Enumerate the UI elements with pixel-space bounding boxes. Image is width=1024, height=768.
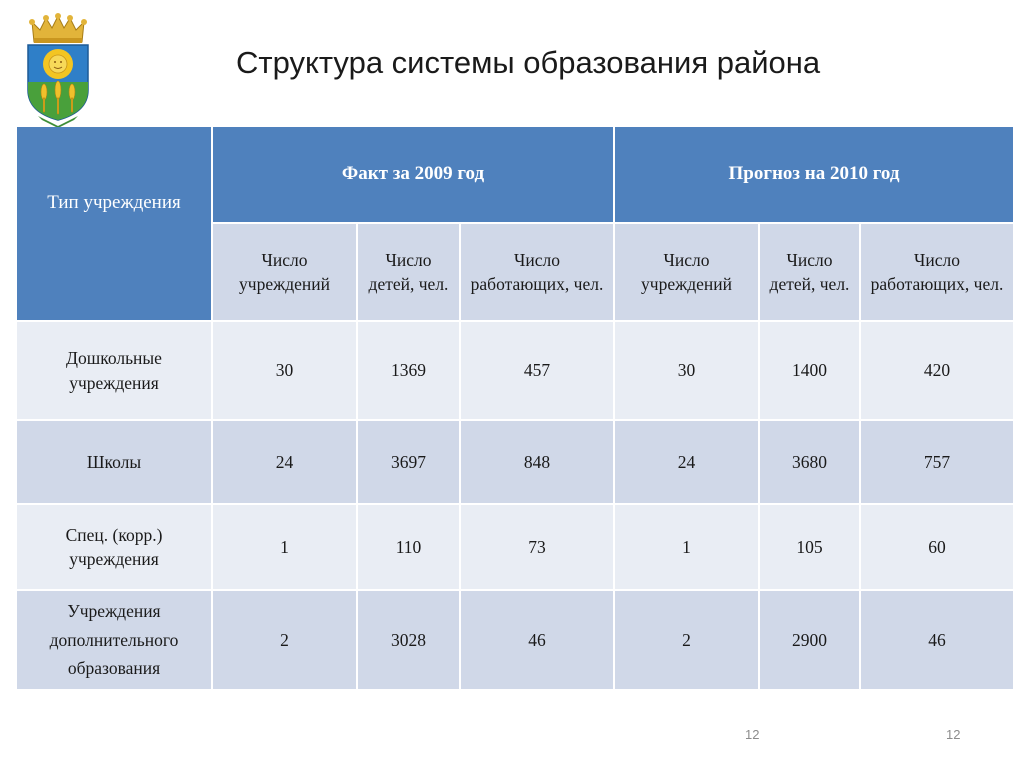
table-cell: 30 <box>615 322 760 421</box>
table-row <box>17 421 1015 505</box>
subheader-cell: Число работающих, чел. <box>461 224 615 322</box>
table-cell: 30 <box>213 322 358 421</box>
table-cell: 848 <box>461 421 615 505</box>
table-cell: 457 <box>461 322 615 421</box>
table-cell: 1 <box>213 505 358 591</box>
table-cell: 46 <box>861 591 1015 691</box>
page-number: 12 <box>745 727 760 742</box>
group-header-2009: Факт за 2009 год <box>213 127 615 224</box>
subheader-cell: Число работающих, чел. <box>861 224 1015 322</box>
table-cell: 46 <box>461 591 615 691</box>
row-label: Учреждения дополнительного образования <box>17 591 213 691</box>
table-cell: 105 <box>760 505 861 591</box>
table-cell: 3697 <box>358 421 461 505</box>
table-cell: 3680 <box>760 421 861 505</box>
table-cell: 1400 <box>760 322 861 421</box>
table-row <box>17 322 1015 421</box>
table-cell: 2900 <box>760 591 861 691</box>
table-cell: 1369 <box>358 322 461 421</box>
subheader-cell: Число учреждений <box>213 224 358 322</box>
group-header-2010: Прогноз на 2010 год <box>615 127 1015 224</box>
sun-icon <box>43 49 73 79</box>
crown-icon <box>29 13 87 43</box>
table-cell: 757 <box>861 421 1015 505</box>
table-cell: 24 <box>213 421 358 505</box>
table-cell: 2 <box>213 591 358 691</box>
page-number-right: 12 <box>946 727 961 742</box>
table-row <box>17 591 1015 691</box>
subheader-cell: Число учреждений <box>615 224 760 322</box>
coat-of-arms-emblem <box>20 12 96 128</box>
table-header-row <box>17 127 1015 224</box>
slide-title: Структура системы образования района <box>236 45 821 80</box>
table-cell: 60 <box>861 505 1015 591</box>
table-cell: 420 <box>861 322 1015 421</box>
row-label: Школы <box>17 421 213 505</box>
table-cell: 24 <box>615 421 760 505</box>
table-cell: 110 <box>358 505 461 591</box>
table-cell: 3028 <box>358 591 461 691</box>
type-header-cell: Тип учреждения <box>17 127 213 322</box>
table-row <box>17 505 1015 591</box>
subheader-cell: Число детей, чел. <box>358 224 461 322</box>
row-label: Спец. (корр.) учреждения <box>17 505 213 591</box>
row-label: Дошкольные учреждения <box>17 322 213 421</box>
subheader-cell: Число детей, чел. <box>760 224 861 322</box>
table-cell: 73 <box>461 505 615 591</box>
education-structure-table <box>17 127 1015 691</box>
table-cell: 2 <box>615 591 760 691</box>
table-cell: 1 <box>615 505 760 591</box>
